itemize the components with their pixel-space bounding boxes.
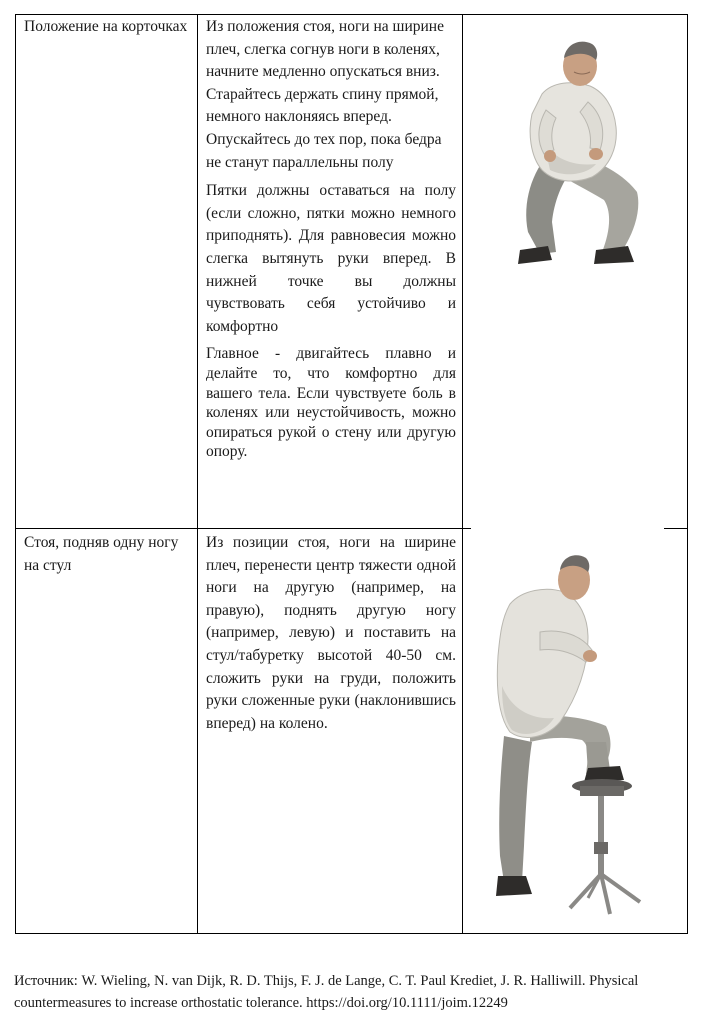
row-divider-left <box>15 528 471 529</box>
source-citation: Источник: W. Wieling, N. van Dijk, R. D. Thijs, F. J. de Lange, C. T. Paul Krediet, J. R. Halliwill. Physical countermeasures to increase orthostatic tolerance. https://doi.org/10.1111/joim.12249 <box>14 973 639 1011</box>
row-2-instructions <box>206 532 456 735</box>
row-1-paragraph-3: Главное - двигайтесь плавно и делайте то, что комфортно для вашего тела. Если чувствуете боль в коленях или неустойчивость, можно опираться рукой о стену или другую опору. <box>206 345 456 461</box>
table-border-left <box>15 14 16 934</box>
man-foot-on-stool-photo <box>470 546 660 920</box>
table-border-bottom <box>15 933 688 934</box>
table-border-top <box>15 14 688 15</box>
row-1-position-label: Положение на корточках <box>24 18 188 35</box>
row-1-paragraph-1: Из положения стоя, ноги на ширине плеч, слегка согнув ноги в коленях, начните медленно опускаться вниз. Старайтесь держать спину прямой, немного наклоняясь вперед. Опускайтесь до тех пор, пока бедра не станут параллельны полу <box>206 18 444 171</box>
row-1-paragraph-2: Пятки должны оставаться на полу (если сложно, пятки можно немного приподнять). Для равновесия можно слегка вытянуть руки вперед. В нижней точке вы должны чувствовать себя устойчиво и комфортно <box>206 182 456 335</box>
table-border-right <box>687 14 688 934</box>
column-divider-2 <box>462 14 463 934</box>
column-divider-1 <box>197 14 198 934</box>
row-2-position-label: Стоя, подняв одну ногу на стул <box>24 534 179 574</box>
row-divider-right <box>664 528 688 529</box>
row-2-paragraph-1: Из позиции стоя, ноги на ширине плеч, перенести центр тяжести одной ноги на другую (например, на правую), поднять другую ногу (например, левую) и поставить на стул/табуретку высотой 40-50 см. сложить руки на груди, положить руки сложенные руки (наклонившись вперед) на колено. <box>206 534 456 732</box>
row-1-instructions <box>206 16 456 462</box>
squatting-man-photo <box>492 32 662 276</box>
